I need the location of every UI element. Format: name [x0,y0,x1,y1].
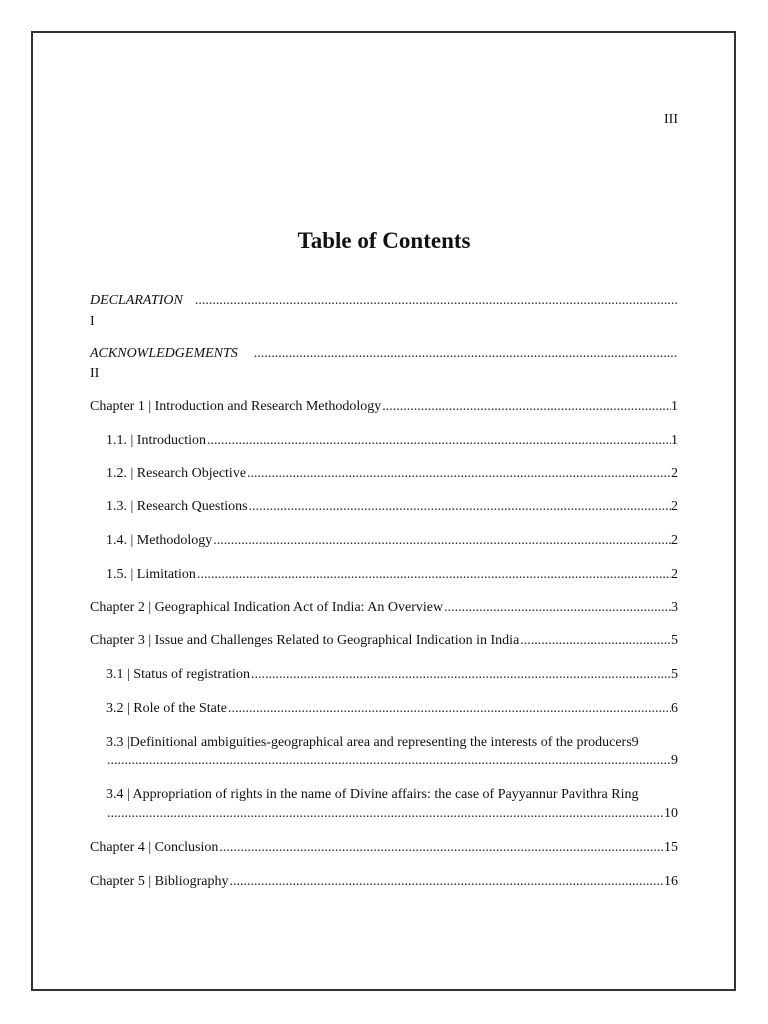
toc-entry-page: II [90,366,100,381]
toc-entry-1-1[interactable] [106,432,678,449]
dot-leader [196,566,671,583]
toc-entry-label: Chapter 3 | Issue and Challenges Related to Geographical Indication in India [90,633,520,648]
page-number: III [664,112,678,127]
toc-entry-label: 1.5. | Limitation [106,567,196,582]
toc-entry-label: Chapter 1 | Introduction and Research Methodology [90,399,382,414]
toc-entry-3-1[interactable] [106,666,678,683]
toc-entry-label: Chapter 2 | Geographical Indication Act of India: An Overview [90,600,444,615]
dot-leader [248,498,671,515]
toc-entry-page: I [90,314,95,329]
toc-entry-label: 3.3 |Definitional ambiguities-geographical area and representing the interests of the producers9 [106,735,639,750]
dot-leader [218,839,664,856]
dot-leader [381,398,671,415]
toc-entry-page: 2 [671,533,678,548]
dot-leader [106,805,664,822]
toc-entry-3-3[interactable] [106,734,678,751]
toc-entry-3-2[interactable] [106,700,678,717]
toc-entry-label: ACKNOWLEDGEMENTS [90,346,238,361]
toc-entry-label: DECLARATION [90,293,183,308]
toc-entry-1-2[interactable] [106,465,678,482]
toc-entry-label: 1.2. | Research Objective [106,466,247,481]
toc-entry-page: 5 [671,633,678,648]
dot-leader [250,666,671,683]
toc-entry-label: 1.3. | Research Questions [106,499,248,514]
toc-entry-page: 3 [671,600,678,615]
toc-entry-page: 10 [664,806,678,821]
dot-leader [212,532,671,549]
toc-entry-3-4-leader-line [106,805,678,822]
toc-entry-label: 3.4 | Appropriation of rights in the name of Divine affairs: the case of Payyannur Pavithra Ring [106,787,639,802]
toc-entry-page: 15 [664,840,678,855]
dot-leader [206,432,671,449]
toc-entry-chapter-2[interactable] [90,599,678,616]
toc-entry-page: 16 [664,874,678,889]
dot-leader [443,599,671,616]
toc-entry-page: 1 [671,433,678,448]
toc-entry-page: 5 [671,667,678,682]
toc-entry-1-3[interactable] [106,498,678,515]
toc-entry-3-4[interactable] [106,786,678,803]
dot-leader [106,752,671,769]
toc-entry-label: Chapter 4 | Conclusion [90,840,219,855]
toc-entry-chapter-5[interactable] [90,873,678,890]
toc-entry-label: 1.4. | Methodology [106,533,213,548]
toc-entry-declaration[interactable] [90,292,678,309]
toc-entry-page: 9 [671,753,678,768]
toc-entry-page: 2 [671,499,678,514]
toc-entry-acknowledgements[interactable] [90,345,678,362]
toc-entry-3-3-leader-line [106,752,678,769]
dot-leader [519,632,671,649]
toc-entry-page: 2 [671,567,678,582]
toc-entry-page: 2 [671,466,678,481]
toc-entry-label: 1.1. | Introduction [106,433,207,448]
toc-entry-chapter-3[interactable] [90,632,678,649]
dot-leader [183,292,678,309]
toc-entry-chapter-4[interactable] [90,839,678,856]
toc-entry-1-4[interactable] [106,532,678,549]
dot-leader [229,873,664,890]
dot-leader [238,345,678,362]
toc-entry-label: 3.1 | Status of registration [106,667,250,682]
toc-entry-label: Chapter 5 | Bibliography [90,874,229,889]
toc-entry-1-5[interactable] [106,566,678,583]
toc-entry-page: 6 [671,701,678,716]
toc-entry-page: 1 [671,399,678,414]
toc-entry-label: 3.2 | Role of the State [106,701,228,716]
dot-leader [227,700,671,717]
toc-entry-chapter-1[interactable] [90,398,678,415]
toc-title: Table of Contents [297,228,471,253]
dot-leader [246,465,671,482]
